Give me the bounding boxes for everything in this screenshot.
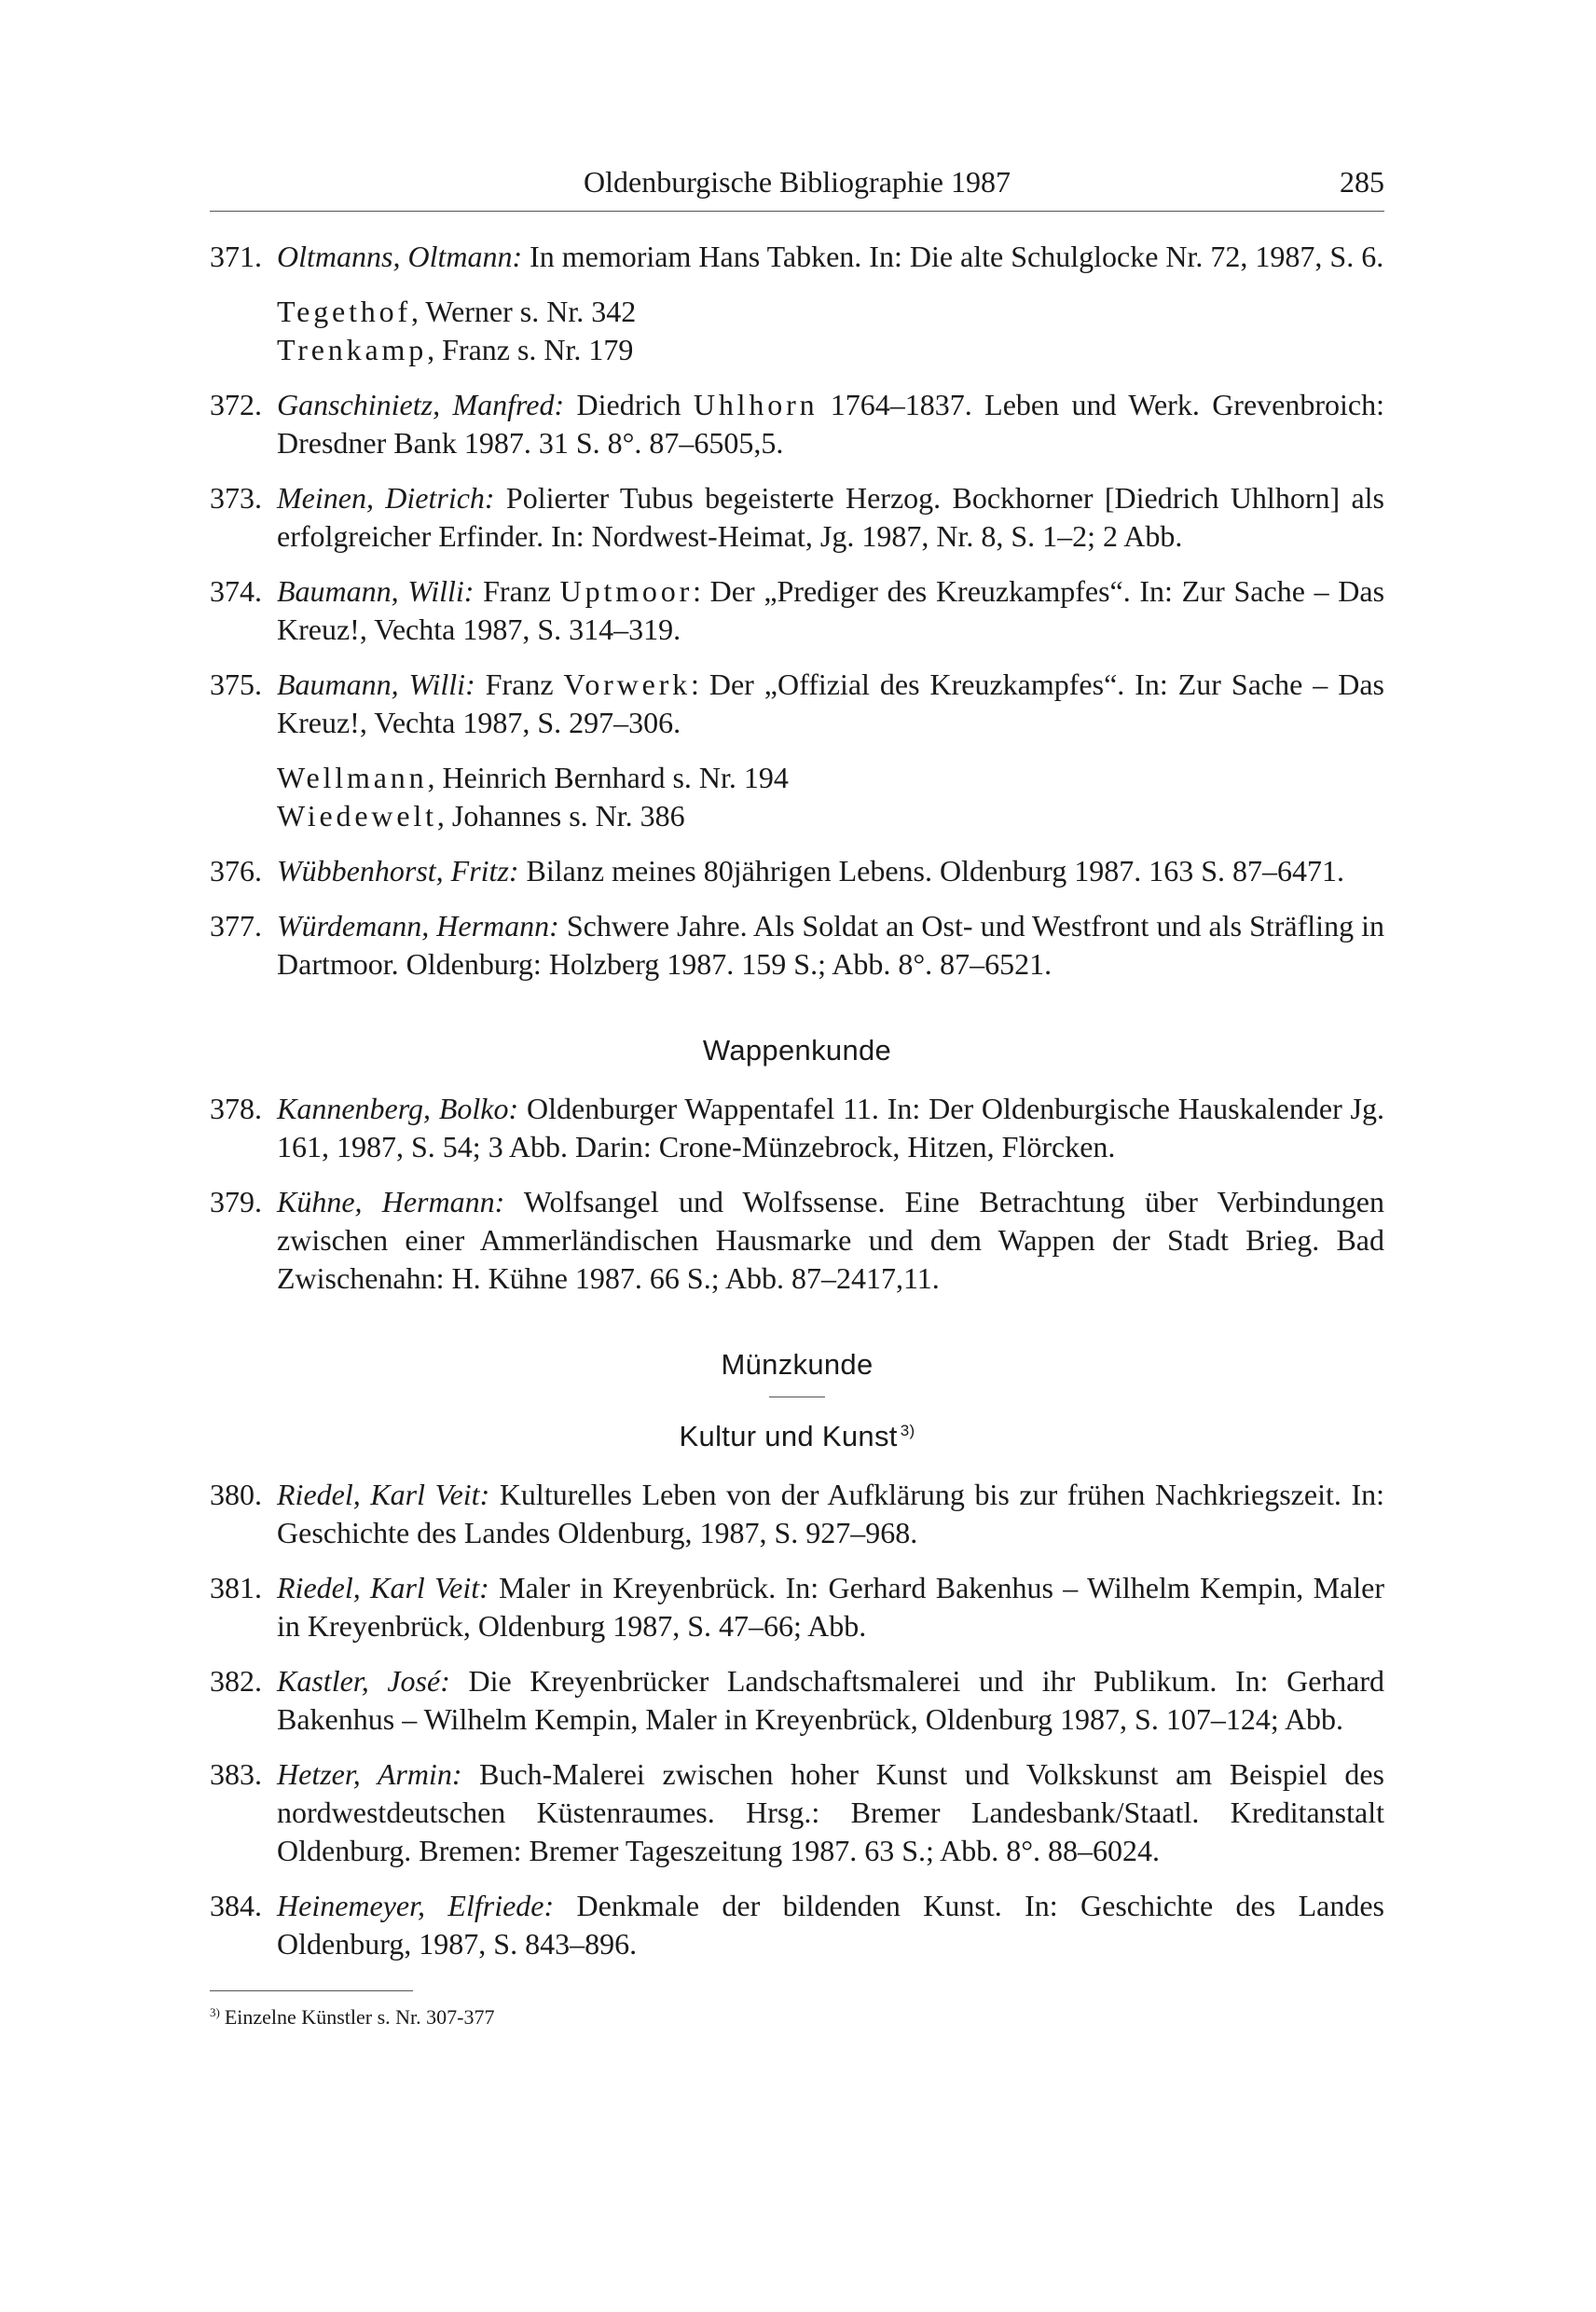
entry-author: Würdemann, Hermann: <box>277 909 559 943</box>
footnote-text: Einzelne Künstler s. Nr. 307-377 <box>224 2005 495 2029</box>
bibliography-entry <box>210 1569 1384 1645</box>
entry-number: 381. <box>210 1571 262 1604</box>
entry-text: : Der „Prediger des Kreuzkampfes“. In: Zur Sache – Das Kreuz!, Vechta 1987, S. 314–319. <box>277 574 1385 646</box>
section-heading-wappenkunde: Wappenkunde <box>702 1034 892 1067</box>
footnote <box>210 2004 494 2030</box>
entry-author: Wübbenhorst, Fritz: <box>277 854 519 888</box>
bibliography-entry <box>210 1476 1384 1552</box>
entry-author: Kannenberg, Bolko: <box>277 1092 519 1125</box>
entry-number: 374. <box>210 574 262 608</box>
entry-text: Diedrich <box>564 388 694 421</box>
entry-text: Oldenburger Wappentafel 11. In: Der Oldenburgische Hauskalender Jg. 161, 1987, S. 54; 3 Abb. Darin: Crone-Münzebrock, Hitzen, Flörcken. <box>277 1092 1385 1163</box>
entry-text: Schwere Jahre. Als Soldat an Ost- und Westfront und als Sträfling in Dartmoor. Oldenburg: Holzberg 1987. 159 S.; Abb. 8°. 87–6521. <box>277 909 1385 981</box>
page-number: 285 <box>1340 165 1384 199</box>
entry-number: 376. <box>210 854 262 888</box>
entry-text: Maler in Kreyenbrück. In: Gerhard Bakenhus – Wilhelm Kempin, Maler in Kreyenbrück, Oldenburg 1987, S. 47–66; Abb. <box>277 1571 1385 1643</box>
entry-spaced-name: Uptmoor <box>559 574 694 608</box>
entry-author: Baumann, Willi: <box>277 667 475 701</box>
cross-reference <box>277 797 1384 835</box>
bibliography-entry <box>210 386 1384 462</box>
entry-author: Baumann, Willi: <box>277 574 475 608</box>
xref-rest: , Heinrich Bernhard s. Nr. 194 <box>427 761 789 794</box>
bibliography-entry <box>210 1755 1384 1870</box>
entry-text: 1764–1837. Leben und Werk. Grevenbroich: Dresdner Bank 1987. 31 S. 8°. 87–6505,5. <box>277 388 1385 460</box>
running-header <box>210 158 1384 205</box>
entry-number: 379. <box>210 1185 262 1218</box>
entry-text: In memoriam Hans Tabken. In: Die alte Schulglocke Nr. 72, 1987, S. 6. <box>522 240 1384 273</box>
footnote-rule <box>210 1990 413 1991</box>
cross-reference <box>277 293 1384 331</box>
entry-number: 372. <box>210 388 262 421</box>
entry-text: Die Kreyenbrücker Landschaftsmalerei und ihr Publikum. In: Gerhard Bakenhus – Wilhelm Kempin, Maler in Kreyenbrück, Oldenburg 1987, S. 107–124; Abb. <box>277 1664 1384 1736</box>
entry-author: Kühne, Hermann: <box>277 1185 505 1218</box>
entry-author: Oltmanns, Oltmann: <box>277 240 523 273</box>
xref-rest: , Johannes s. Nr. 386 <box>436 799 685 833</box>
bibliography-entry <box>210 572 1384 649</box>
bibliography-entry <box>210 479 1384 556</box>
xref-name: Wiedewelt <box>277 799 437 833</box>
bibliography-entry <box>210 666 1384 742</box>
bibliography-entry <box>210 907 1384 984</box>
cross-reference <box>277 759 1384 797</box>
cross-reference-group <box>210 293 1384 369</box>
header-rule <box>210 211 1384 212</box>
entry-number: 382. <box>210 1664 262 1698</box>
entry-text: Buch-Malerei zwischen hoher Kunst und Volkskunst am Beispiel des nordwestdeutschen Küstenraumes. Hrsg.: Bremer Landesbank/Staatl. Kreditanstalt Oldenburg. Bremen: Bremer Tageszeitung 1987. 63 S.; Abb. 8°. 88–6024. <box>277 1757 1385 1867</box>
entry-author: Riedel, Karl Veit: <box>277 1571 489 1604</box>
cross-reference-group <box>210 759 1384 835</box>
running-title: Oldenburgische Bibliographie 1987 <box>584 165 1011 199</box>
entry-number: 373. <box>210 481 262 515</box>
section-heading-muenzkunde: Münzkunde <box>721 1348 874 1381</box>
entry-number: 380. <box>210 1478 262 1511</box>
entry-spaced-name: Uhlhorn <box>693 388 819 421</box>
xref-name: Tegethof <box>277 295 411 328</box>
xref-name: Trenkamp <box>277 333 428 366</box>
entry-number: 371. <box>210 240 262 273</box>
entry-number: 375. <box>210 667 262 701</box>
entry-text: Bilanz meines 80jährigen Lebens. Oldenburg 1987. 163 S. 87–6471. <box>518 854 1345 888</box>
entry-text: : Der „Offizial des Kreuzkampfes“. In: Zur Sache – Das Kreuz!, Vechta 1987, S. 297–306. <box>277 667 1385 739</box>
bibliography-entry <box>210 1183 1384 1298</box>
section-heading-kultur-und-kunst <box>210 1418 1384 1455</box>
entry-author: Meinen, Dietrich: <box>277 481 495 515</box>
entry-author: Kastler, José: <box>277 1664 450 1698</box>
entry-text: Franz <box>475 667 564 701</box>
bibliography-entry <box>210 1662 1384 1739</box>
entry-number: 383. <box>210 1757 262 1791</box>
entry-number: 378. <box>210 1092 262 1125</box>
entry-text: Kulturelles Leben von der Aufklärung bis zur frühen Nachkriegszeit. In: Geschichte des Landes Oldenburg, 1987, S. 927–968. <box>277 1478 1385 1549</box>
entry-text: Denkmale der bildenden Kunst. In: Geschichte des Landes Oldenburg, 1987, S. 843–896. <box>277 1889 1385 1961</box>
bibliography-entry <box>210 1887 1384 1963</box>
entry-text: Franz <box>474 574 560 608</box>
entry-number: 384. <box>210 1889 262 1922</box>
xref-rest: , Werner s. Nr. 342 <box>411 295 637 328</box>
footnote-reference: 3) <box>900 1421 915 1439</box>
entry-author: Heinemeyer, Elfriede: <box>277 1889 555 1922</box>
entry-author: Ganschinietz, Manfred: <box>277 388 565 421</box>
bibliography-content <box>210 238 1384 1963</box>
bibliography-entry <box>210 852 1384 890</box>
entry-author: Hetzer, Armin: <box>277 1757 462 1791</box>
entry-number: 377. <box>210 909 262 943</box>
entry-spaced-name: Vorwerk <box>563 667 692 701</box>
bibliography-entry <box>210 238 1384 276</box>
entry-author: Riedel, Karl Veit: <box>277 1478 490 1511</box>
xref-name: Wellmann <box>277 761 428 794</box>
bibliography-entry <box>210 1090 1384 1166</box>
entry-text: Polierter Tubus begeisterte Herzog. Bockhorner [Diedrich Uhlhorn] als erfolgreicher Erfinder. In: Nordwest-Heimat, Jg. 1987, Nr. 8, S. 1–2; 2 Abb. <box>277 481 1385 553</box>
xref-rest: , Franz s. Nr. 179 <box>427 333 634 366</box>
footnote-mark: 3) <box>210 2004 220 2019</box>
entry-text: Wolfsangel und Wolfssense. Eine Betrachtung über Verbindungen zwischen einer Ammerländischen Hausmarke und dem Wappen der Stadt Brieg. Bad Zwischenahn: H. Kühne 1987. 66 S.; Abb. 87–2417,11. <box>277 1185 1385 1295</box>
heading-text: Kultur und Kunst <box>679 1420 898 1452</box>
cross-reference <box>277 331 1384 369</box>
